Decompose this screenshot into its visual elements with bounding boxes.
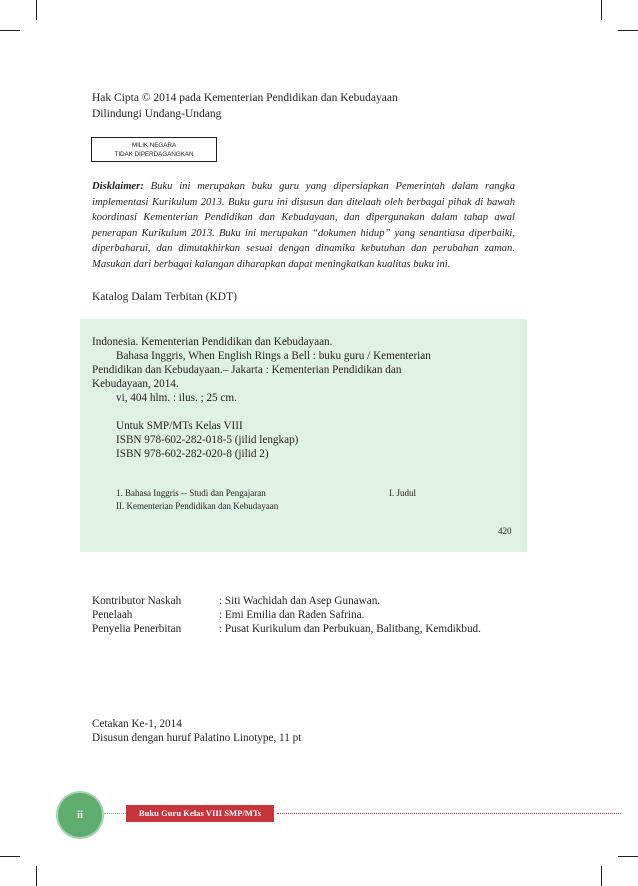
crop-mark <box>618 856 638 857</box>
isbn-line: ISBN 978-602-282-020-8 (jilid 2) <box>116 448 269 460</box>
footer-dotted-rule <box>104 813 126 814</box>
contributor-label: Penyelia Penerbitan <box>92 623 182 635</box>
crop-mark <box>0 30 20 31</box>
page-number-badge: ii <box>58 793 102 837</box>
typeface-line: Disusun dengan huruf Palatino Linotype, 11 pt <box>92 732 302 744</box>
catalog-title: Katalog Dalam Terbitan (KDT) <box>92 291 237 303</box>
contributor-label: Kontributor Naskah <box>92 595 182 607</box>
catalog-line: Pendidikan dan Kebudayaan.– Jakarta : Kementerian Pendidikan dan <box>92 364 402 376</box>
disclaimer-lead: Disklaimer: <box>92 181 144 192</box>
copyright-notice <box>92 90 398 122</box>
edition-line: Cetakan Ke-1, 2014 <box>92 718 182 730</box>
contributor-value: : Siti Wachidah dan Asep Gunawan. <box>219 595 381 607</box>
stamp-line: MILIK NEGARA <box>131 142 177 149</box>
catalog-box <box>80 319 527 552</box>
crop-mark <box>601 0 602 20</box>
catalog-line: Untuk SMP/MTs Kelas VIII <box>116 420 243 432</box>
subject-line: 1. Bahasa Inggris -- Studi dan Pengajaran <box>116 488 266 498</box>
catalog-line: vi, 404 hlm. : ilus. ; 25 cm. <box>116 392 237 404</box>
footer-dotted-rule <box>277 813 621 814</box>
disclaimer-text: Buku ini merupakan buku guru yang dipersiapkan Pemerintah dalam rangka implementasi Kurikulum 2013. Buku guru ini disusun dan ditelaah oleh berbagai pihak di bawah koordinasi Kementerian Pendidikan dan Kebudayaan, dan dipergunakan dalam tahap awal penerapan Kurikulum 2013. Buku ini merupakan “dokumen hidup” yang senantiasa diperbaiki, diperbaharui, dan dimutakhirkan sesuai dengan dinamika kebutuhan dan perubahan zaman. Masukan dari berbagai kalangan diharapkan dapat meningkatkan kualitas buku ini. <box>92 181 516 270</box>
subject-line: I. Judul <box>389 488 416 498</box>
crop-mark <box>618 30 638 31</box>
crop-mark <box>0 856 20 857</box>
contributor-label: Penelaah <box>92 609 133 621</box>
crop-mark <box>601 866 602 886</box>
isbn-line: ISBN 978-602-282-018-5 (jilid lengkap) <box>116 434 299 446</box>
disclaimer-paragraph <box>92 179 515 273</box>
catalog-line: Bahasa Inggris, When English Rings a Bell : buku guru / Kementerian <box>116 350 431 362</box>
crop-mark <box>36 866 37 886</box>
subject-line: II. Kementerian Pendidikan dan Kebudayaan <box>116 501 279 511</box>
crop-mark <box>36 0 37 20</box>
footer-book-title: Buku Guru Kelas VIII SMP/MTs <box>126 805 274 822</box>
edition-info <box>92 717 301 745</box>
state-property-stamp <box>91 137 217 162</box>
classification-number: 420 <box>498 526 512 536</box>
stamp-line: TIDAK DIPERDAGANGKAN <box>114 151 194 158</box>
contributor-value: : Pusat Kurikulum dan Perbukuan, Balitbang, Kemdikbud. <box>219 623 481 635</box>
copyright-line: Hak Cipta © 2014 pada Kementerian Pendidikan dan Kebudayaan <box>92 92 398 104</box>
protection-line: Dilindungi Undang-Undang <box>92 108 222 120</box>
contributor-value: : Emi Emilia dan Raden Safrina. <box>219 609 365 621</box>
catalog-line: Kebudayaan, 2014. <box>92 378 179 390</box>
catalog-line: Indonesia. Kementerian Pendidikan dan Kebudayaan. <box>92 336 333 348</box>
